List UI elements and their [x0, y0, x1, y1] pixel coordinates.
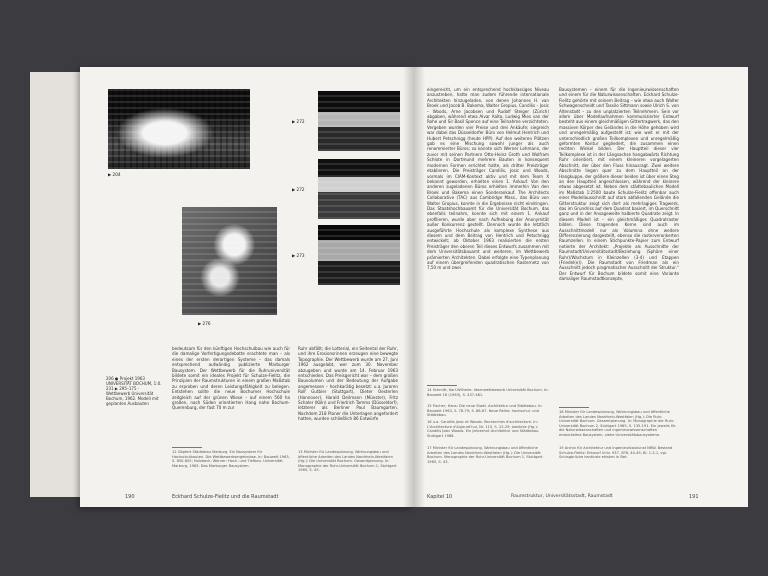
model-photo-right-1	[318, 91, 400, 151]
model-photo-top	[108, 89, 250, 169]
figure-ref-r3: ▶ 273	[292, 253, 305, 258]
footnote-left-1: 12 Göpfert Städtebau Marburg. Ein Bausystem für Hochschulbauten. Die Wettbewerbsergebnisse. In: Bauwelt 1963, S. 850-855; Holzbach, Werner: Hoch- und Tiefbau. Universität Marburg, 1963. Das Marburger Bausystem.	[172, 450, 290, 468]
footnote-left-2: 13 Minister für Landesplanung, Wohnungsbau und öffentliche Arbeiten des Landes Nordrhein-Westfalen (Hg.): Die Universität Bochum. Gesamtplanung. In: Monographie der Ruhr-Universität Bochum 1, Stuttgart 1965, S. 43.	[298, 450, 397, 473]
footnote-rule-left	[172, 447, 202, 448]
running-head-section: Raumstruktur, Universitätsstadt, Raumstadt	[511, 494, 613, 499]
book-gutter-shadow	[403, 67, 425, 507]
page-number-right: 191	[689, 494, 699, 500]
running-head-left: Eckhard Schulze-Fielitz und die Raumstadt	[172, 494, 279, 500]
figure-ref-map: ▶ 276	[198, 321, 211, 326]
model-photo-right-3	[318, 225, 400, 285]
left-page	[80, 67, 413, 507]
footnote-rule-right	[427, 385, 457, 386]
body-column-3: eingereicht, um ein entsprechend hochklassiges Niveau anzustreben, hatte man zudem führende internationale Architekten hinzugeladen, von denen Johannes H. van Broek und Jacob B. Bakema, Walter Gropius, Candilis – Josic – Woods, Arne Jacobsen und Rudolf Steiger (Zürich) abgaben, während etwa Alvar Aalto, Ludwig Mies van der Rohe und Sir Basil Spence auf eine Teilnahme verzichteten. Vergeben wurden vier Preise und drei Ankäufe; siegreich war dabei das Düsseldorfer Büro von Helmut Hentrich und Hubert Petschnigg (heute HPP). Auf den weiteren Plätzen gab es eine Mischung sowohl junger als auch renommierter Büros; so konnte sich Werner Lehmann, der zuvor mit seinen Partnern Otto-Heinz Groth und Wolfram Schlote in Dortmund mehrere Bauten in konsequent modernen Formen errichtet hatte, als dritter Preisträger etablieren. Die Preisträger Candilis, Josic und Woods, vormals im CIAM-Kontext aktiv und mit dem Team X bekannt geworden, erhielten einen 1. Ankauf. Von den anderen zugeladenen Büros erhielten immerhin Van den Broek und Bakema einen Sonderankauf. The Architects Collaborative (TAC) aus Cambridge Mass., das Büro von Walter Gropius, konnte in die Ergebnisse nicht eindringen. Das Staatshochbauamt für die Universität Bochum, das ebenfalls teilnahm, konnte sich mit einem 1. Ankauf profilieren, wurde aber nach Aufhebung der Anonymität außer Konkurrenz gestellt. Dennoch wurde die letztlich ausgeführte Hochschule als komplexe Synthese aus diesem und dem Beitrag von Hentrich und Petschnigg entwickelt; ab Oktober 1963 realisierten die ersten Preisträger den oberen Teil dieses Entwurfs zusammen mit dem Universitätsbauamt und weiteren, im Wettbewerb prämierten Architekten. Dabei erfolgte eine Typenplanung auf einem übergreifenden quadratischen Rasternetz von 7,50 m und zwei	[427, 87, 549, 271]
figure-ref-r1: ▶ 272	[292, 119, 305, 124]
figure-ref-top: ▶ 204	[108, 172, 121, 177]
footnote-right-14: 14 Schmitt, Karl-Wilhelm: Ideenwettbewerb Universität Bochum. In: Bauwelt 16 (1963), S. 437-461.	[427, 388, 549, 397]
figure-ref-r2: ▶ 272	[292, 187, 305, 192]
body-column-2: Ruhr abfällt; die Lotterial, ein Seitental der Ruhr, und ihre Erosionsrinnen erzeugen eine bewegte Topographie. Der Wettbewerb wurde am 27. Juni 1962 ausgelobt, wer zum 30. November abzugeben und wurde am 14. Februar 1963 entschieden. Das Preisgericht war – dem großen Bauvolumen und der Bedeutung der Aufgabe angemessen – hochkarätig besetzt: u.a. Juroren Rolf Gutbier (Stuttgart), Dieter Oesterlen (Hannover), Harald Deilmann (Münster), Fritz Schaler (Köln) und Friedrich Tamms (Düsseldorf), letzterer als Berliner Paul Baumgarten. Nachdem 218 Planer die Unterlagen angefordert hatten, wurden schließlich 86 Entwürfe	[298, 346, 398, 422]
footnote-right-16: 16 u.a. Candilis Josic et Woods. Recherches d'architecture. In: L'Architecture d'Aujourd'hui, Nr. 115, S. 22-29; Joedicke (Hg.): Candilis Josic Woods. Ein Jahrzehnt Architektur und Städtebau. Stuttgart 1968.	[427, 420, 540, 438]
footnote-rule-right-2	[559, 407, 589, 408]
footnote-right-19: 19 Archiv für Architektur und Ingenieurbaukunst NRW. Bestand Schulze-Fielitz: Entwurf Univ. 937, SFB, 44-45; Bl. 1-2-1, vgl. Schlagbrücke kanticale ekisten in Bet.	[559, 446, 673, 460]
model-photo-right-2	[318, 159, 400, 219]
right-page	[413, 67, 748, 507]
running-head-right: Kapitel 10	[427, 494, 453, 500]
page-number-left: 190	[125, 494, 135, 500]
footnote-right-17: 17 Minister für Landesplanung, Wohnungsbau und öffentliche Arbeiten des Landes Nordrhein-Westfalen (Hg.): Die Universität Bochum. Monographie der Ruhr-Universität Bochum 1, Stuttgart 1965, S. 43.	[427, 446, 543, 464]
site-map-photo	[182, 207, 277, 315]
footnote-right-15: 15 Fischer, Hans: Die neue Stadt. Architektur und Städtebau. In: Bauwelt 1963, S. 78-79; S. 86-87. Neue Reihe: hochschul- und Städtebau.	[427, 404, 543, 418]
body-column-1: bedeutsam für den künftigen Hochschulbau wie auch für die damalige Vorfertigungsdebatte erachtete man – als eines der ersten derartigen Systeme – das damals entsprechend aufwändig publizierte Marburger Bausystem. Der Wettbewerb für die Ruhruniversität bildete somit ein ideales Projekt für Schulze-Fielitz, die Prinzipien der Raumstrukturen in einem großen Maßstab zu erproben und deren Leistungsfähigkeit zu belegen. Entstehen sollte die neue Bochumer Hochschule zeitgleich auf der grünen Wiese – auf einem 560 ha großen, nach Süden orientierten Hang nahe Bochum-Querenburg, der fast 70 m zur	[172, 346, 290, 411]
body-column-4: Bausystemen – einem für die Ingenieurwissenschaften und einem für die Naturwissenschaften. Eckhard Schulze-Fielitz gehörte mit seinem Beitrag – wie etwa auch Walter Schwagenscheidt und Tassilo Sittmann sowie Ulrich S. von Altenstadt – zu den unplatzierten Teilnehmern. Sein vor allem über Modellaufnahmen kommunizierter Entwurf besteht aus einem gleichmäßigen Gittertragwerk, das den massiven Körper des Geländes in die Höhe gehoben wird und unregelmäßig aufgestellt ist; wie weit er mit der unterschiedlich großen Teilkomplexen und unregelmäßig geformten Kontur gegliedert, die zusammen einen rechten Winkel bilden. Der Hauptteil dieser vier Teilkomplexe ist in der Längsachse hangabwärts Richtung Ruhr orientiert, mit einem kleineren vorgelagerten Abschnitt, der über den Fluss hinausragt. Zwei weitere Abschnitte liegen quer zu dem Hauptteil an der Hangkuppe, der größere dieser beiden ist über einen Steg an den Hauptteil angeschlossen, während der kleinere etwas abgesetzt ist. Neben dem städtebaulichen Modell im Maßstab 1:2500 baute Schulze-Fielitz offenbar auch einer Modellausschnitt auf stark abfallenden Gelände die Gitterstruktur zeigt sich dort als mehrlagiges Tragwerk, das im Grundriss auf dem Quadrat basiert, im Querschnitt ganz und in der Ansageweite halbierte Quadrate zeigt. In diesem Modell ist – ein gleichmäßiges Quadratraster bilden. Diese tragenden Kerne sind auch im Ausschnittmodell nur als Volumina ohne weitere Differenzierung dargestellt, ebenso die rasterverankerten Raumzellen. In einem Stichpunkte-Papier zum Entwurf notierte der Architekt: „Projekte als Ausschnitte der Raumstadt/Universitätsstadt/Beziehung (Sphäre einer Ruhr)/Wachstum in Kleinzellen (3-4) und Etappen (Friedel(e)). Die Raumstadt von Friedman als ein Ausschnitt jedoch pragmatischer Ausschnitt der Struktur.“ Der Entwurf für Bochum bildete somit eine Variante damaliger Raumstadtkonzepte,	[559, 87, 679, 282]
footnote-right-18: 18 Minister für Landesplanung, Wohnungsbau und öffentliche Arbeiten des Landes Nordrhein-Westfalen (Hg.): Die Ruhr-Universität Bochum. Gesamtplanung. In: Monographie der Ruhr-Universität Bochum 2, Stuttgart 1965, S. 135-191. Ein jeweils für die Naturwissenschaften und Ingenieurwissenschaften entwickeltes Bausystem, siehe Universitätsbausysteme.	[559, 410, 676, 437]
figure-caption: 206 ● Projekt 1963 UNIVERSITÄT BOCHUM, 1:0. 231 ▶ 295–175 · Wettbewerb Universität Bochum, 1962. Modell mit geplanten Ausbauten	[106, 376, 162, 406]
